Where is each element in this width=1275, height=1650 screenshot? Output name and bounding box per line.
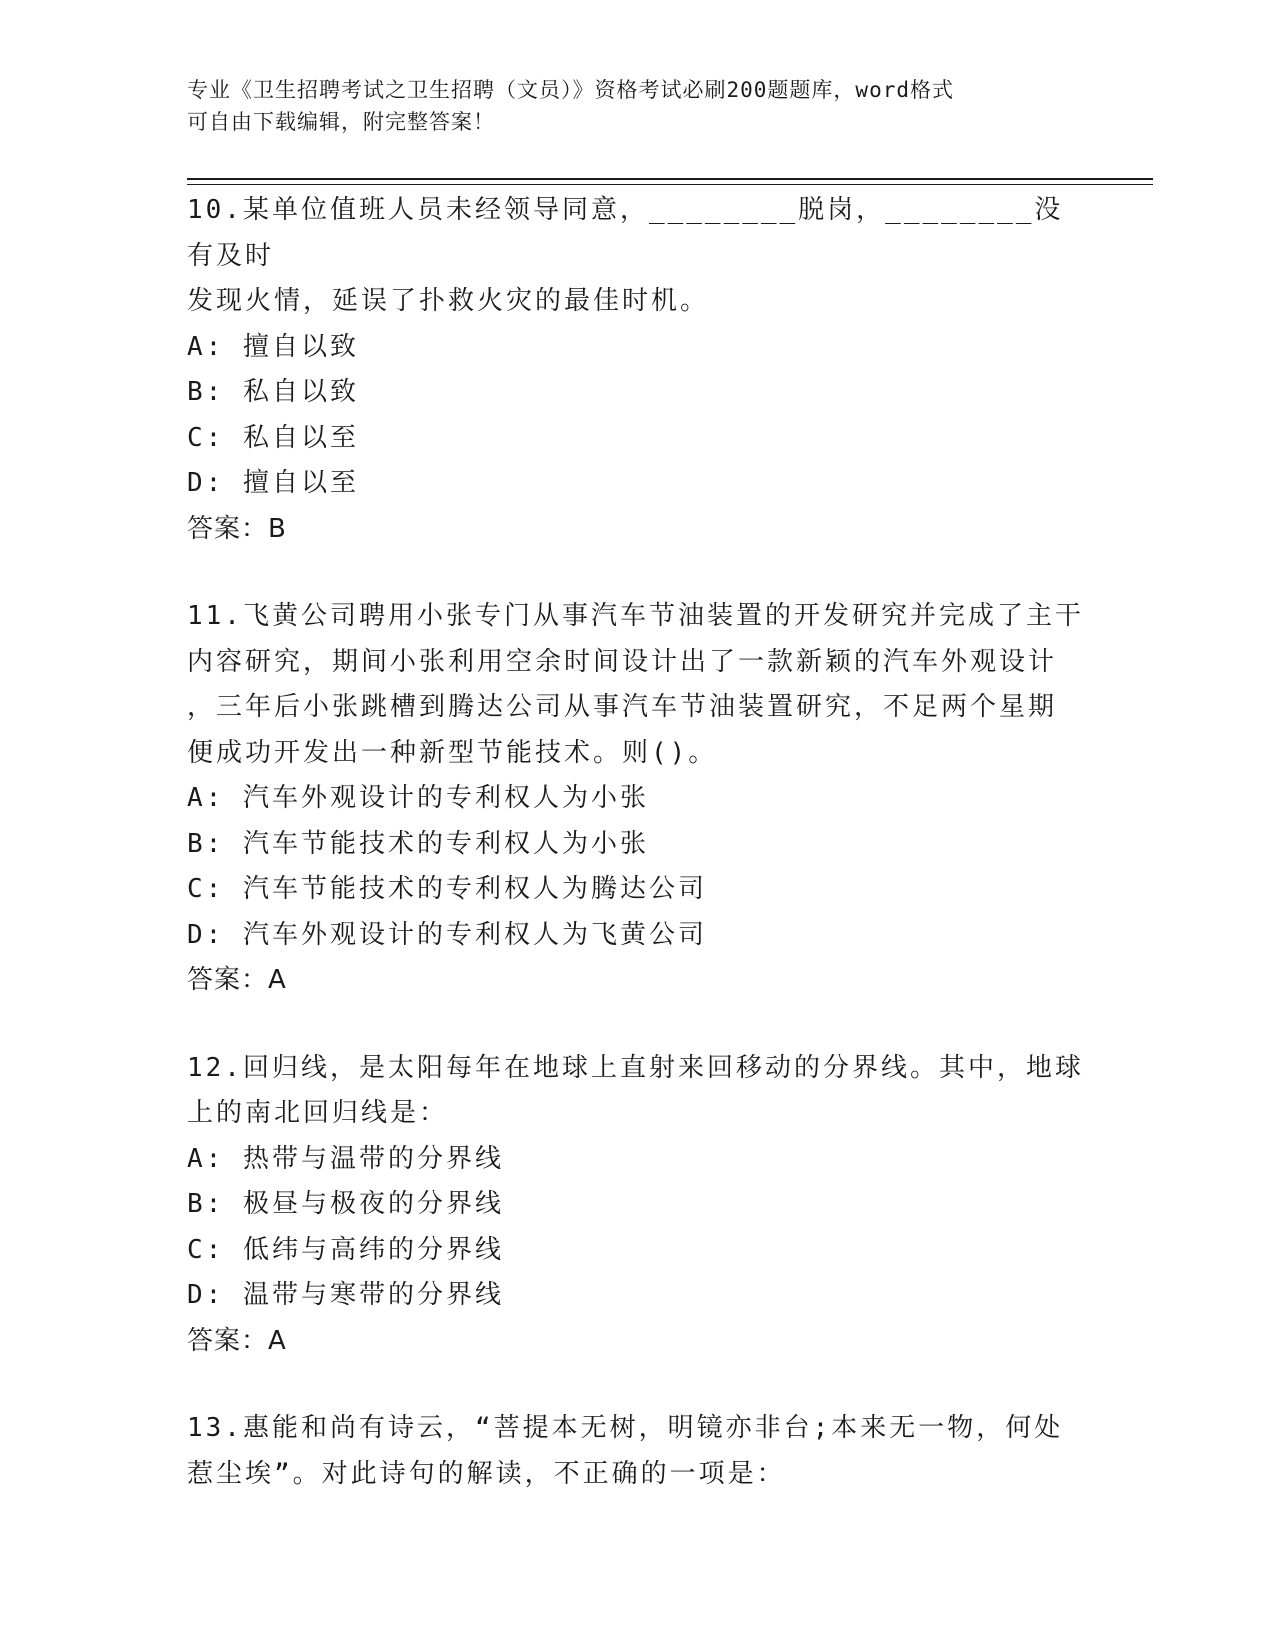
option-d: D: 温带与寒带的分界线	[187, 1280, 504, 1310]
question-text-line: 10.某单位值班人员未经领导同意，________脱岗，________没有及时	[187, 195, 1064, 271]
option-a: A: 汽车外观设计的专利权人为小张	[187, 783, 649, 813]
document-header	[187, 74, 1087, 138]
answer: 答案：A	[187, 965, 287, 995]
question-10	[187, 188, 1087, 552]
question-text-line: 上的南北回归线是：	[187, 1098, 449, 1128]
option-d: D: 汽车外观设计的专利权人为飞黄公司	[187, 919, 707, 950]
option-b: B: 极昼与极夜的分界线	[187, 1189, 504, 1219]
header-line-1: 专业《卫生招聘考试之卫生招聘（文员）》资格考试必刷200题题库，word格式	[187, 78, 954, 102]
option-a: A: 热带与温带的分界线	[187, 1143, 504, 1174]
question-text-line: ，三年后小张跳槽到腾达公司从事汽车节油装置研究，不足两个星期	[187, 692, 1058, 722]
header-rule-thick	[187, 178, 1153, 180]
header-rule-thin	[187, 184, 1153, 185]
question-text-line: 发现火情，延误了扑救火灾的最佳时机。	[187, 286, 710, 316]
option-c: C: 汽车节能技术的专利权人为腾达公司	[187, 874, 707, 904]
question-list	[187, 188, 1087, 1539]
option-a: A: 擅自以致	[187, 331, 359, 362]
question-12	[187, 1046, 1087, 1365]
question-text-line: 13.惠能和尚有诗云，“菩提本无树，明镜亦非台;本来无一物，何处	[187, 1413, 1064, 1443]
question-13	[187, 1406, 1087, 1497]
question-text-line: 便成功开发出一种新型节能技术。则()。	[187, 737, 718, 768]
question-text-line: 12.回归线，是太阳每年在地球上直射来回移动的分界线。其中，地球	[187, 1052, 1084, 1083]
answer: 答案：A	[187, 1325, 287, 1356]
option-d: D: 擅自以至	[187, 468, 359, 498]
question-11	[187, 594, 1087, 1004]
option-c: C: 低纬与高纬的分界线	[187, 1234, 504, 1265]
question-text-line: 惹尘埃”。对此诗句的解读，不正确的一项是：	[187, 1458, 786, 1489]
question-text-line: 11.飞黄公司聘用小张专门从事汽车节油装置的开发研究并完成了主干	[187, 601, 1084, 631]
option-c: C: 私自以至	[187, 422, 359, 453]
header-line-2: 可自由下载编辑，附完整答案！	[187, 110, 495, 134]
option-b: B: 汽车节能技术的专利权人为小张	[187, 828, 649, 859]
answer: 答案：B	[187, 513, 287, 544]
option-b: B: 私自以致	[187, 377, 359, 407]
question-text-line: 内容研究，期间小张利用空余时间设计出了一款新颖的汽车外观设计	[187, 646, 1058, 677]
